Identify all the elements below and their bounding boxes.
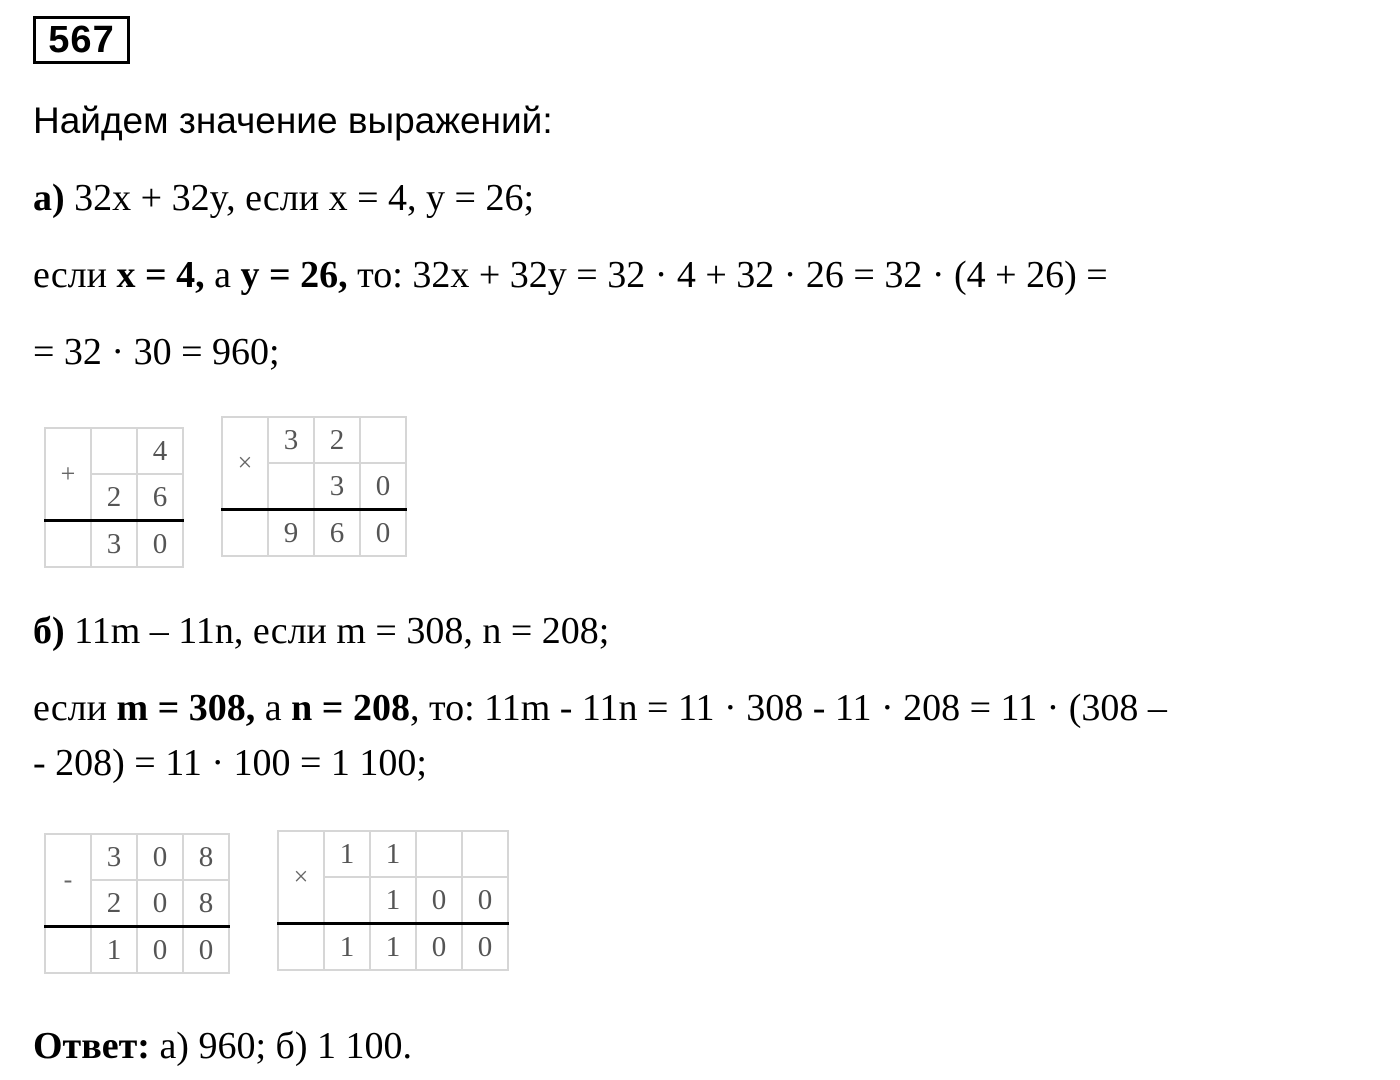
part-a-cond-mid: а xyxy=(204,254,241,296)
grid-cell: 8 xyxy=(183,880,229,927)
grid-cell: 1 xyxy=(324,924,370,971)
multiplication-operator: × xyxy=(278,831,324,924)
grid-cell: 1 xyxy=(370,831,416,877)
part-a-multiplication-grid xyxy=(221,416,407,557)
grid-cell: 8 xyxy=(183,834,229,880)
grid-cell xyxy=(45,927,91,974)
grid-cell xyxy=(91,428,137,474)
part-b-cond-mid: а xyxy=(255,687,292,729)
grid-cell: 0 xyxy=(183,927,229,974)
multiplication-operator: × xyxy=(222,417,268,510)
grid-cell xyxy=(268,463,314,510)
part-b-statement xyxy=(33,609,609,653)
part-b-continuation: - 208) = 11 · 100 = 1 100; xyxy=(33,742,427,784)
grid-cell: 1 xyxy=(370,877,416,924)
part-b-expression: 11m – 11n, если m = 308, n = 208; xyxy=(64,610,610,652)
grid-cell xyxy=(324,877,370,924)
grid-cell: 0 xyxy=(462,924,508,971)
grid-cell: 2 xyxy=(91,880,137,927)
part-a-cond-x: x = 4, xyxy=(116,254,205,296)
part-b-subtraction-grid xyxy=(44,833,230,974)
grid-cell: 4 xyxy=(137,428,183,474)
grid-cell: 0 xyxy=(416,877,462,924)
grid-cell xyxy=(45,521,91,568)
grid-cell: 0 xyxy=(137,880,183,927)
part-b-cond-rest: , то: 11m - 11n = 11 · 308 - 11 · 208 = 11 · (308 – xyxy=(409,687,1167,729)
grid-cell: 0 xyxy=(416,924,462,971)
answer-label: Ответ: xyxy=(33,1025,150,1067)
grid-cell xyxy=(416,831,462,877)
grid-cell: 3 xyxy=(91,521,137,568)
grid-cell: 0 xyxy=(137,927,183,974)
part-b-cond-m: m = 308, xyxy=(116,687,256,729)
part-a-statement xyxy=(33,176,534,220)
grid-cell xyxy=(278,924,324,971)
grid-cell: 3 xyxy=(91,834,137,880)
grid-cell: 0 xyxy=(137,834,183,880)
grid-cell: 0 xyxy=(360,463,406,510)
grid-cell: 6 xyxy=(314,510,360,557)
grid-cell: 2 xyxy=(91,474,137,521)
grid-cell xyxy=(360,417,406,463)
part-a-cond-prefix: если xyxy=(33,254,117,296)
part-b-multiplication-grid xyxy=(277,830,509,971)
problem-number: 567 xyxy=(33,16,130,64)
grid-cell: 9 xyxy=(268,510,314,557)
grid-cell: 1 xyxy=(324,831,370,877)
grid-cell: 1 xyxy=(370,924,416,971)
grid-cell: 3 xyxy=(268,417,314,463)
answer-text: а) 960; б) 1 100. xyxy=(149,1025,413,1067)
part-b-cond-prefix: если xyxy=(33,687,117,729)
subtraction-operator: - xyxy=(45,834,91,927)
grid-cell: 2 xyxy=(314,417,360,463)
addition-operator: + xyxy=(45,428,91,521)
part-a-expression: 32x + 32y, если x = 4, y = 26; xyxy=(64,177,535,219)
grid-cell: 3 xyxy=(314,463,360,510)
part-b-label: б) xyxy=(33,610,65,652)
part-a-solution-line xyxy=(33,253,1108,297)
grid-cell: 6 xyxy=(137,474,183,521)
grid-cell: 0 xyxy=(137,521,183,568)
answer-line xyxy=(33,1024,412,1068)
part-a-label: а) xyxy=(33,177,65,219)
intro-text: Найдем значение выражений: xyxy=(33,100,553,141)
grid-cell: 1 xyxy=(91,927,137,974)
grid-cell xyxy=(222,510,268,557)
grid-cell: 0 xyxy=(360,510,406,557)
part-a-cond-rest: то: 32x + 32y = 32 · 4 + 32 · 26 = 32 · (4 + 26) = xyxy=(347,254,1108,296)
part-b-cond-n: n = 208 xyxy=(291,687,410,729)
part-a-addition-grid xyxy=(44,427,184,568)
grid-cell: 0 xyxy=(462,877,508,924)
part-a-cond-y: y = 26, xyxy=(240,254,348,296)
part-a-continuation: = 32 · 30 = 960; xyxy=(33,331,280,373)
grid-cell xyxy=(462,831,508,877)
part-b-solution-line xyxy=(33,686,1167,730)
